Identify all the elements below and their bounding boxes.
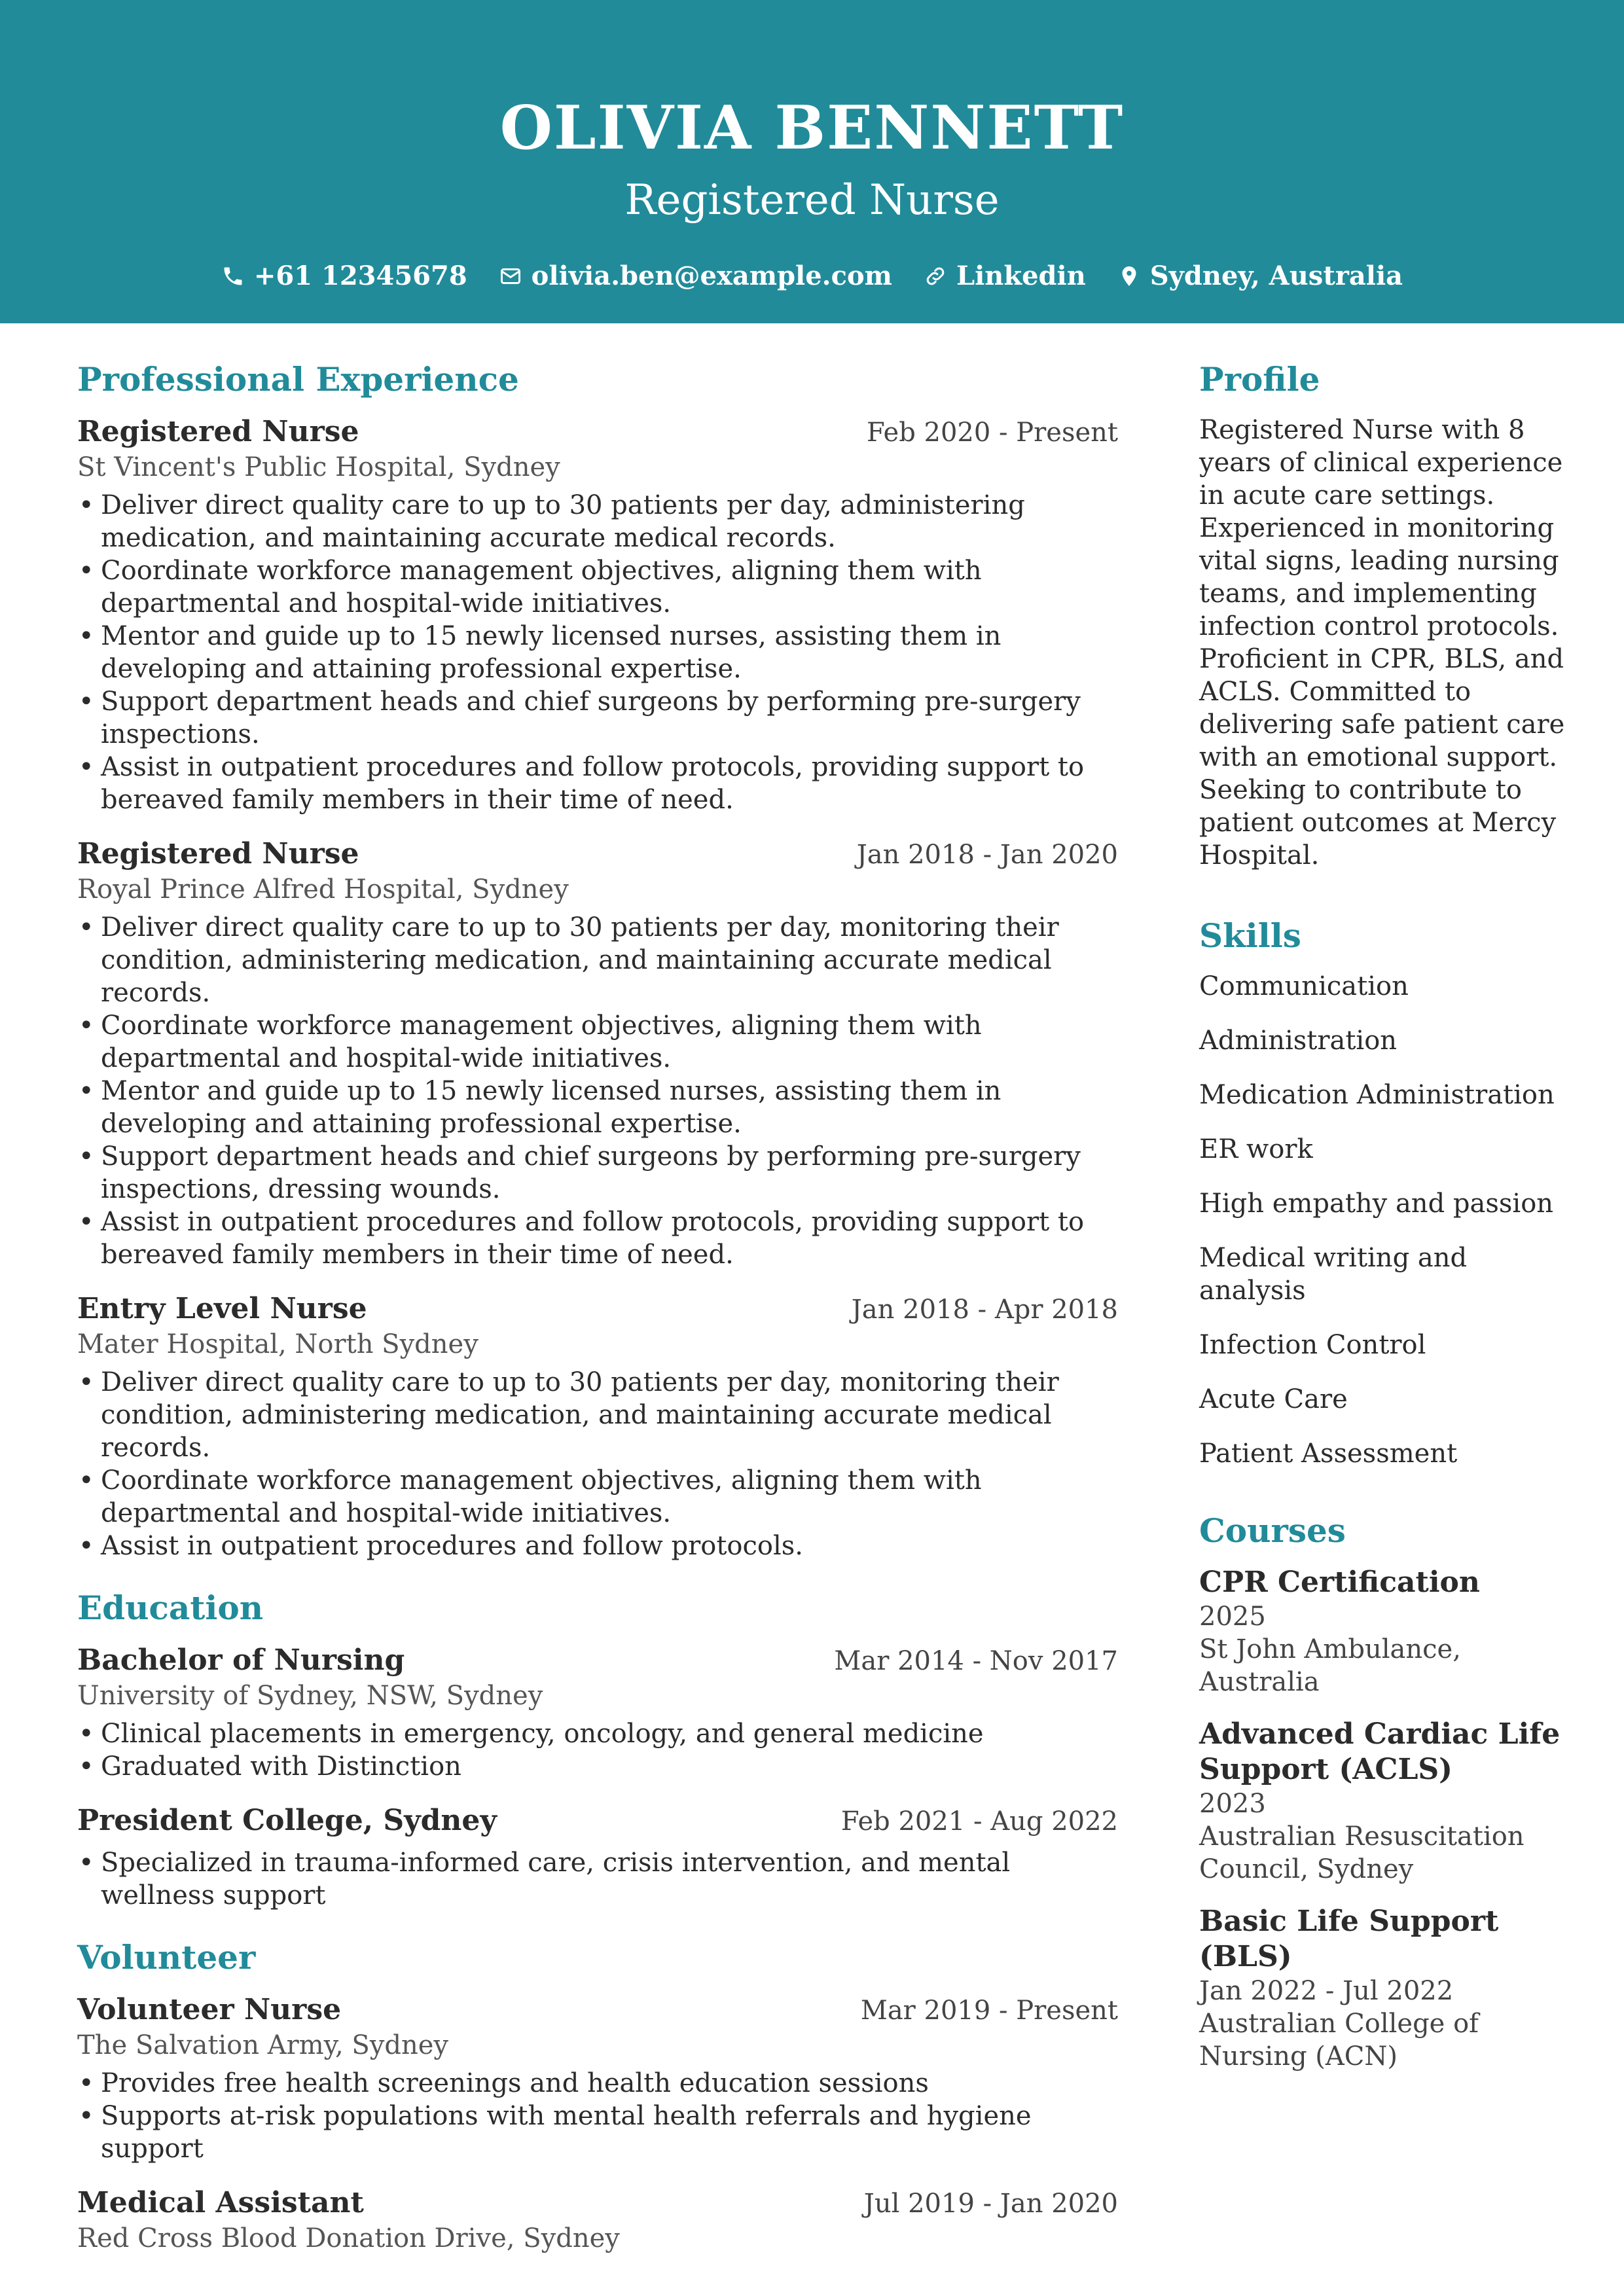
- course-entry: [1199, 1717, 1566, 1886]
- location-text: Sydney, Australia: [1149, 260, 1403, 291]
- section-title-profile: Profile: [1199, 360, 1320, 399]
- degree-title: President College, Sydney: [77, 1804, 497, 1837]
- volunteer-bullets: [77, 2067, 1118, 2165]
- education-entry: [77, 1803, 1118, 1912]
- contact-linkedin[interactable]: [924, 257, 1086, 296]
- skills-list: [1199, 970, 1566, 1470]
- volunteer-date: Mar 2019 - Present: [860, 1996, 1118, 2026]
- course-provider: Australian Resuscitation Council, Sydney: [1199, 1821, 1525, 1884]
- location-pin-icon: [1117, 264, 1141, 288]
- bullet-item: • Specialized in trauma-informed care, crisis intervention, and mental wellness support: [77, 1846, 1118, 1912]
- job-organization: Mater Hospital, North Sydney: [77, 1329, 478, 1359]
- education-entry: [77, 1642, 1118, 1783]
- contact-location: [1117, 257, 1403, 296]
- job-entry: [77, 836, 1118, 1271]
- bullet-item: • Coordinate workforce management objectives, aligning them with departmental and hospital-wide initiatives.: [77, 1464, 1118, 1530]
- volunteer-role: Volunteer Nurse: [77, 1993, 342, 2026]
- skill-item: Acute Care: [1199, 1384, 1348, 1414]
- job-bullets: [77, 1366, 1118, 1562]
- education-bullets: [77, 1846, 1118, 1912]
- course-date: 2023: [1199, 1789, 1266, 1819]
- section-title-courses: Courses: [1199, 1511, 1346, 1550]
- skill-item: Infection Control: [1199, 1330, 1426, 1360]
- candidate-role: Registered Nurse: [624, 176, 1000, 224]
- volunteer-organization: Red Cross Blood Donation Drive, Sydney: [77, 2223, 620, 2253]
- job-title: Registered Nurse: [77, 415, 359, 448]
- volunteer-entry: [77, 1992, 1118, 2165]
- job-title: Registered Nurse: [77, 837, 359, 870]
- skill-item: Medication Administration: [1199, 1080, 1555, 1110]
- education-institution: University of Sydney, NSW, Sydney: [77, 1681, 543, 1711]
- skill-item: High empathy and passion: [1199, 1189, 1554, 1219]
- job-bullets: [77, 911, 1118, 1271]
- job-date: Feb 2020 - Present: [866, 418, 1118, 448]
- bullet-item: • Support department heads and chief surgeons by performing pre-surgery inspections.: [77, 685, 1118, 751]
- contact-phone[interactable]: [221, 257, 467, 296]
- volunteer-date: Jul 2019 - Jan 2020: [863, 2189, 1118, 2219]
- education-bullets: [77, 1717, 1118, 1783]
- course-provider: Australian College of Nursing (ACN): [1199, 2009, 1479, 2072]
- side-column: [1199, 353, 1566, 2091]
- course-title: Basic Life Support (BLS): [1199, 1905, 1499, 1973]
- course-date: 2025: [1199, 1602, 1266, 1632]
- skill-item: Patient Assessment: [1199, 1439, 1458, 1469]
- course-provider: St John Ambulance, Australia: [1199, 1634, 1461, 1697]
- degree-title: Bachelor of Nursing: [77, 1643, 405, 1677]
- bullet-item: • Assist in outpatient procedures and follow protocols, providing support to bereaved family members in their time of need.: [77, 1206, 1118, 1271]
- phone-text: +61 12345678: [253, 260, 467, 291]
- email-text: olivia.ben@example.com: [531, 260, 892, 291]
- job-date: Jan 2018 - Apr 2018: [851, 1295, 1118, 1325]
- mail-icon: [499, 264, 522, 288]
- linkedin-text: Linkedin: [956, 260, 1086, 291]
- bullet-item: • Mentor and guide up to 15 newly licensed nurses, assisting them in developing and attaining professional expertise.: [77, 1075, 1118, 1140]
- volunteer-organization: The Salvation Army, Sydney: [77, 2030, 449, 2060]
- profile-summary: Registered Nurse with 8 years of clinical experience in acute care settings. Experienced in monitoring vital signs, leading nursing teams, and implementing infection control protocols. Proficient in CPR, BLS, and ACLS. Committed to delivering safe patient care with an emotional support. Seeking to contribute to patient outcomes at Mercy Hospital.: [1199, 415, 1565, 870]
- bullet-item: • Coordinate workforce management objectives, aligning them with departmental and hospital-wide initiatives.: [77, 1009, 1118, 1075]
- skill-item: Medical writing and analysis: [1199, 1243, 1468, 1306]
- bullet-item: • Deliver direct quality care to up to 30 patients per day, monitoring their condition, administering medication, and maintaining accurate medical records.: [77, 911, 1118, 1009]
- bullet-item: • Clinical placements in emergency, oncology, and general medicine: [77, 1717, 1118, 1750]
- section-title-volunteer: Volunteer: [77, 1938, 256, 1977]
- bullet-item: • Mentor and guide up to 15 newly licensed nurses, assisting them in developing and attaining professional expertise.: [77, 620, 1118, 685]
- section-title-skills: Skills: [1199, 916, 1301, 955]
- job-date: Jan 2018 - Jan 2020: [856, 840, 1118, 870]
- bullet-item: • Coordinate workforce management objectives, aligning them with departmental and hospital-wide initiatives.: [77, 554, 1118, 620]
- contact-email[interactable]: [499, 257, 892, 296]
- bullet-item: • Provides free health screenings and health education sessions: [77, 2067, 1118, 2100]
- education-date: Feb 2021 - Aug 2022: [840, 1806, 1118, 1837]
- bullet-item: • Graduated with Distinction: [77, 1750, 1118, 1783]
- job-title: Entry Level Nurse: [77, 1292, 367, 1325]
- job-bullets: [77, 489, 1118, 816]
- section-title-experience: Professional Experience: [77, 360, 519, 399]
- bullet-item: • Supports at-risk populations with mental health referrals and hygiene support: [77, 2100, 1118, 2165]
- job-organization: Royal Prince Alfred Hospital, Sydney: [77, 874, 569, 905]
- bullet-item: • Deliver direct quality care to up to 30 patients per day, administering medication, and maintaining accurate medical records.: [77, 489, 1118, 554]
- candidate-name: OLIVIA BENNETT: [499, 92, 1125, 163]
- bullet-item: • Support department heads and chief surgeons by performing pre-surgery inspections, dressing wounds.: [77, 1140, 1118, 1206]
- header-banner: [0, 0, 1624, 323]
- bullet-item: • Assist in outpatient procedures and follow protocols.: [77, 1530, 1118, 1562]
- volunteer-role: Medical Assistant: [77, 2186, 364, 2219]
- job-organization: St Vincent's Public Hospital, Sydney: [77, 452, 560, 482]
- section-title-education: Education: [77, 1588, 264, 1627]
- phone-icon: [221, 264, 245, 288]
- link-icon: [924, 264, 947, 288]
- course-entry: [1199, 1565, 1566, 1698]
- volunteer-entry: [77, 2185, 1118, 2255]
- skill-item: Communication: [1199, 971, 1409, 1001]
- skill-item: Administration: [1199, 1026, 1398, 1056]
- job-entry: [77, 1291, 1118, 1562]
- course-title: Advanced Cardiac Life Support (ACLS): [1199, 1717, 1561, 1786]
- contact-bar: [0, 257, 1624, 296]
- course-title: CPR Certification: [1199, 1566, 1480, 1599]
- course-date: Jan 2022 - Jul 2022: [1199, 1976, 1454, 2006]
- main-column: [77, 353, 1118, 2274]
- education-date: Mar 2014 - Nov 2017: [834, 1646, 1118, 1676]
- bullet-item: • Deliver direct quality care to up to 30 patients per day, monitoring their condition, administering medication, and maintaining accurate medical records.: [77, 1366, 1118, 1464]
- bullet-item: • Assist in outpatient procedures and follow protocols, providing support to bereaved family members in their time of need.: [77, 751, 1118, 816]
- skill-item: ER work: [1199, 1134, 1313, 1164]
- job-entry: [77, 414, 1118, 816]
- course-entry: [1199, 1904, 1566, 2073]
